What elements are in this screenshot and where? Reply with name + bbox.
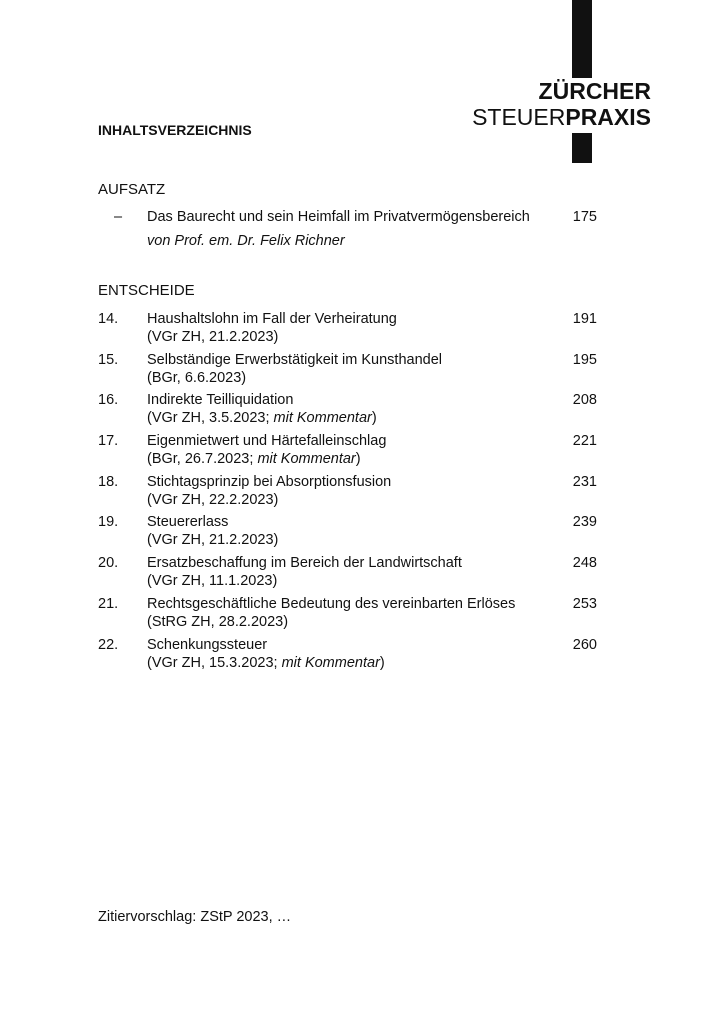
decision-page: 221: [572, 433, 597, 450]
decision-title: Stichtagsprinzip bei Absorptionsfusion: [147, 473, 392, 490]
decision-item: [98, 310, 608, 351]
decision-source-suffix: ): [371, 410, 377, 427]
citation-suggestion: Zitiervorschlag: ZStP 2023, …: [98, 909, 292, 925]
decision-source-prefix: (BGr, 26.7.2023;: [147, 451, 258, 468]
entscheide-heading: ENTSCHEIDE: [98, 282, 195, 299]
decision-source: [147, 409, 377, 427]
decision-source-suffix: ): [379, 654, 385, 671]
logo-title: ZÜRCHER: [538, 78, 651, 104]
decision-page: 239: [572, 514, 597, 531]
decision-source: [147, 654, 385, 672]
logo-subtitle-regular: STEUER: [472, 104, 566, 130]
decision-title: Ersatzbeschaffung im Bereich der Landwirtschaft: [147, 555, 462, 572]
decision-source: [147, 491, 278, 509]
decision-number: 14.: [98, 311, 119, 327]
decision-title: Steuererlass: [147, 514, 229, 531]
decision-page: 260: [572, 636, 597, 653]
decision-item: [98, 473, 608, 514]
logo-bar-top: [572, 0, 592, 78]
logo-subtitle: [472, 106, 651, 129]
aufsatz-item-marker: –: [114, 209, 123, 225]
decision-title: Selbständige Erwerbstätigkeit im Kunsthandel: [147, 351, 442, 368]
decision-number: 19.: [98, 514, 119, 531]
decision-source-text: (StRG ZH, 28.2.2023): [147, 613, 289, 630]
decision-item: [98, 351, 608, 392]
decision-number: 15.: [98, 351, 119, 368]
decision-item: [98, 432, 608, 473]
decision-source: [147, 531, 278, 549]
decision-source-text: (VGr ZH, 22.2.2023): [147, 491, 279, 508]
decision-source-text: (VGr ZH, 21.2.2023): [147, 329, 279, 345]
decision-source-text: (VGr ZH, 21.2.2023): [147, 532, 279, 549]
decision-source-text: (VGr ZH, 11.1.2023): [147, 573, 278, 590]
decision-source: [147, 328, 278, 346]
aufsatz-item-author: von Prof. em. Dr. Felix Richner: [147, 233, 345, 249]
decision-item: [98, 391, 608, 432]
decision-source: [147, 613, 288, 631]
decision-item: [98, 636, 608, 677]
decision-title: Schenkungssteuer: [147, 636, 268, 653]
decision-page: 248: [572, 555, 597, 572]
decision-page: 231: [572, 473, 597, 490]
decision-list: [98, 310, 608, 676]
decision-title: Eigenmietwert und Härtefalleinschlag: [147, 433, 387, 450]
decision-comment: mit Kommentar: [257, 451, 356, 468]
aufsatz-heading: AUFSATZ: [98, 181, 166, 198]
decision-title: Haushaltslohn im Fall der Verheiratung: [147, 311, 397, 327]
decision-title: Indirekte Teilliquidation: [147, 392, 294, 409]
decision-source-suffix: ): [355, 451, 361, 468]
decision-source: [147, 369, 246, 387]
decision-number: 17.: [98, 433, 119, 450]
decision-page: 191: [572, 311, 597, 327]
decision-item: [98, 595, 608, 636]
decision-comment: mit Kommentar: [281, 654, 380, 671]
logo-bar-bottom: [572, 133, 592, 163]
aufsatz-item-title: Das Baurecht und sein Heimfall im Privatvermögensbereich: [147, 209, 530, 225]
decision-source-prefix: (VGr ZH, 3.5.2023;: [147, 410, 274, 427]
decision-source-prefix: (VGr ZH, 15.3.2023;: [147, 654, 282, 671]
aufsatz-item-page: 175: [572, 209, 597, 225]
decision-source-text: (BGr, 6.6.2023): [147, 369, 247, 386]
decision-item: [98, 513, 608, 554]
decision-number: 20.: [98, 555, 119, 572]
decision-comment: mit Kommentar: [273, 410, 372, 427]
decision-page: 195: [572, 351, 597, 368]
decision-source: [147, 572, 277, 590]
decision-item: [98, 554, 608, 595]
decision-number: 21.: [98, 595, 119, 612]
decision-page: 253: [572, 595, 597, 612]
decision-title: Rechtsgeschäftliche Bedeutung des vereinbarten Erlöses: [147, 595, 516, 612]
decision-source: [147, 450, 361, 468]
decision-number: 16.: [98, 392, 119, 409]
logo-subtitle-bold: PRAXIS: [565, 104, 651, 130]
decision-number: 22.: [98, 636, 119, 653]
decision-number: 18.: [98, 473, 119, 490]
page-title: INHALTSVERZEICHNIS: [98, 122, 252, 138]
decision-page: 208: [572, 392, 597, 409]
